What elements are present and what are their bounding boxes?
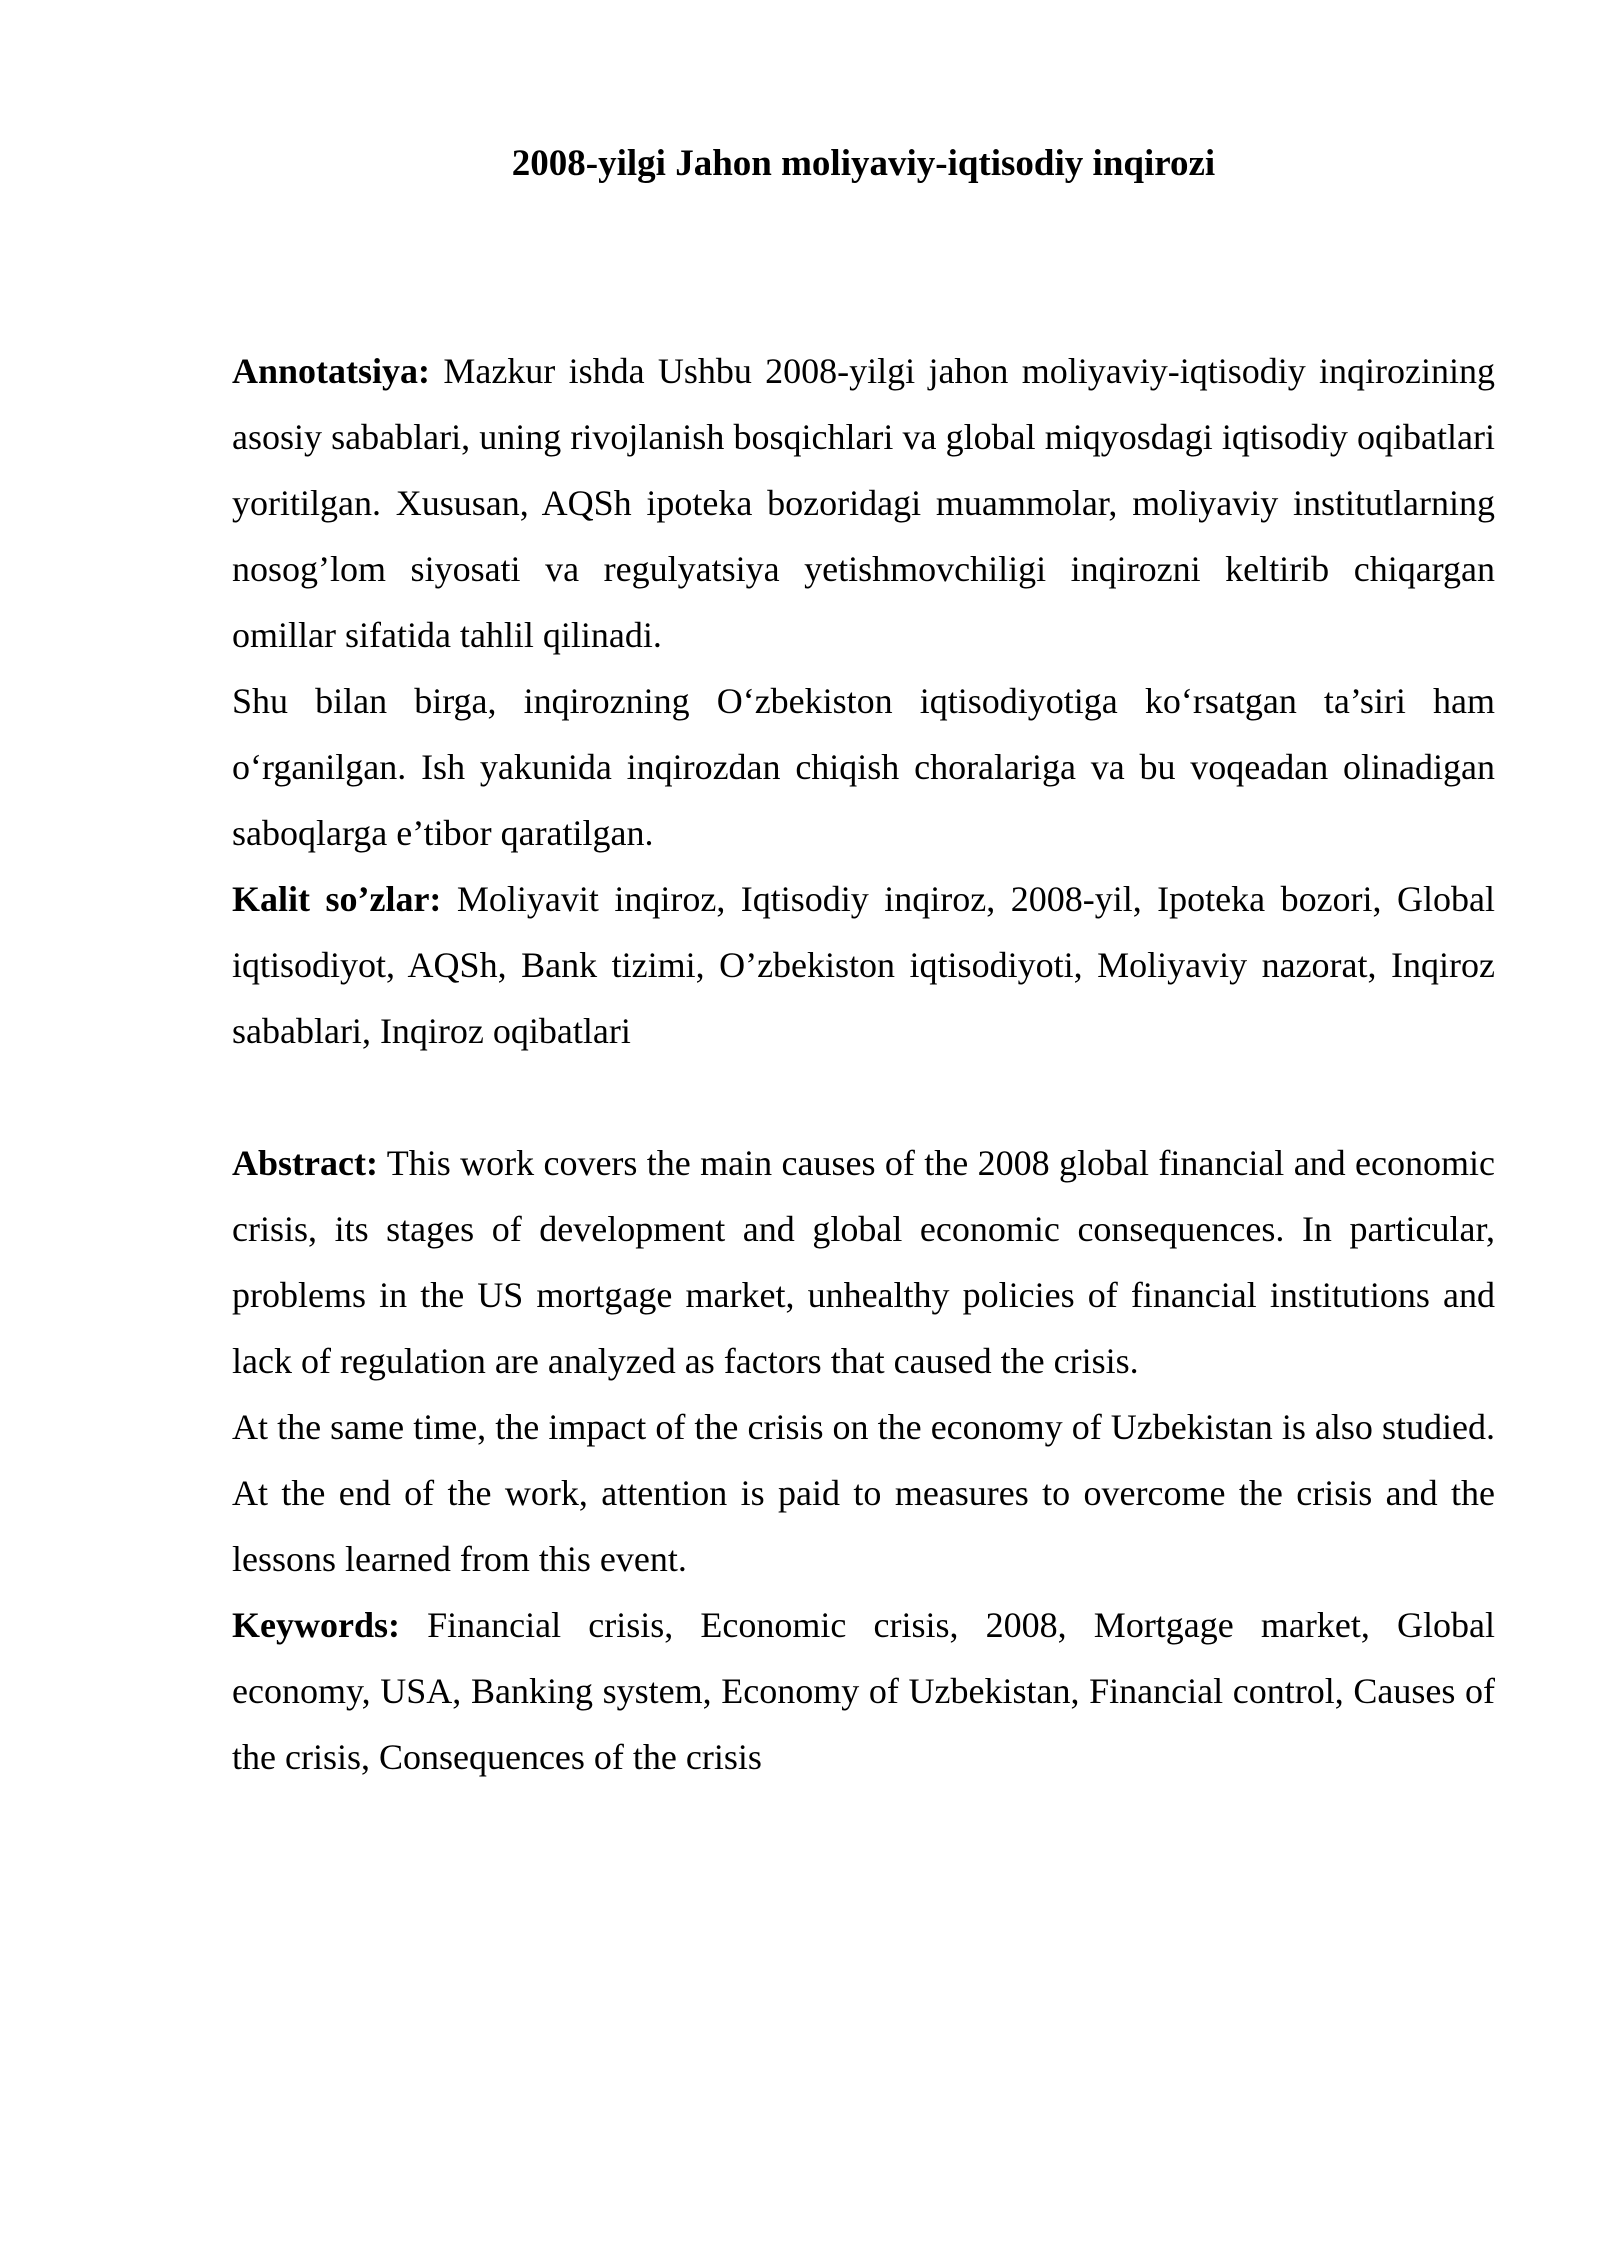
paragraph-abstract-text: This work covers the main causes of the 2008 global financial and economic crisis, its stages of development and global economic consequences. In particular, problems in the US mortgage market, unhealthy policies of financial institutions and lack of regulation are analyzed as factors that caused the crisis. [232, 1143, 1495, 1382]
paragraph-abstract-lead: Abstract: [232, 1143, 378, 1184]
paragraph-annotatsiya-lead: Annotatsiya: [232, 351, 431, 392]
paragraph-keywords-lead: Keywords: [232, 1605, 400, 1646]
paragraph-keywords [232, 1592, 1495, 1790]
paragraph-annotatsiya-continued-text: Shu bilan birga, inqirozning O‘zbekiston iqtisodiyotiga ko‘rsatgan ta’siri ham o‘rganilgan. Ish yakunida inqirozdan chiqish choralariga va bu voqeadan olinadigan saboqlarga e’tibor qaratilgan. [232, 681, 1495, 854]
paragraph-annotatsiya-text: Mazkur ishda Ushbu 2008-yilgi jahon moliyaviy-iqtisodiy inqirozining asosiy sabablari, uning rivojlanish bosqichlari va global miqyosdagi iqtisodiy oqibatlari yoritilgan. Xususan, AQSh ipoteka bozoridagi muammolar, moliyaviy institutlarning nosog’lom siyosati va regulyatsiya yetishmovchiligi inqirozni keltirib chiqargan omillar sifatida tahlil qilinadi. [232, 351, 1495, 656]
paragraph-abstract [232, 1130, 1495, 1394]
paragraph-annotatsiya-continued [232, 668, 1495, 866]
paragraph-kalit-sozlar-text: Moliyavit inqiroz, Iqtisodiy inqiroz, 2008-yil, Ipoteka bozori, Global iqtisodiyot, AQSh, Bank tizimi, O’zbekiston iqtisodiyoti, Moliyaviy nazorat, Inqiroz sabablari, Inqiroz oqibatlari [232, 879, 1495, 1052]
paragraph-kalit-sozlar [232, 866, 1495, 1064]
document-title: 2008-yilgi Jahon moliyaviy-iqtisodiy inqirozi [511, 143, 1216, 184]
paragraph-abstract-continued-text: At the same time, the impact of the crisis on the economy of Uzbekistan is also studied. At the end of the work, attention is paid to measures to overcome the crisis and the lessons learned from this event. [232, 1407, 1495, 1580]
paragraph-keywords-text: Financial crisis, Economic crisis, 2008, Mortgage market, Global economy, USA, Banking system, Economy of Uzbekistan, Financial control, Causes of the crisis, Consequences of the crisis [232, 1605, 1496, 1778]
paragraph-kalit-sozlar-lead: Kalit so’zlar: [232, 879, 442, 920]
paragraph-annotatsiya [232, 338, 1495, 668]
document-body [232, 338, 1495, 1790]
paragraph-abstract-continued [232, 1394, 1495, 1592]
